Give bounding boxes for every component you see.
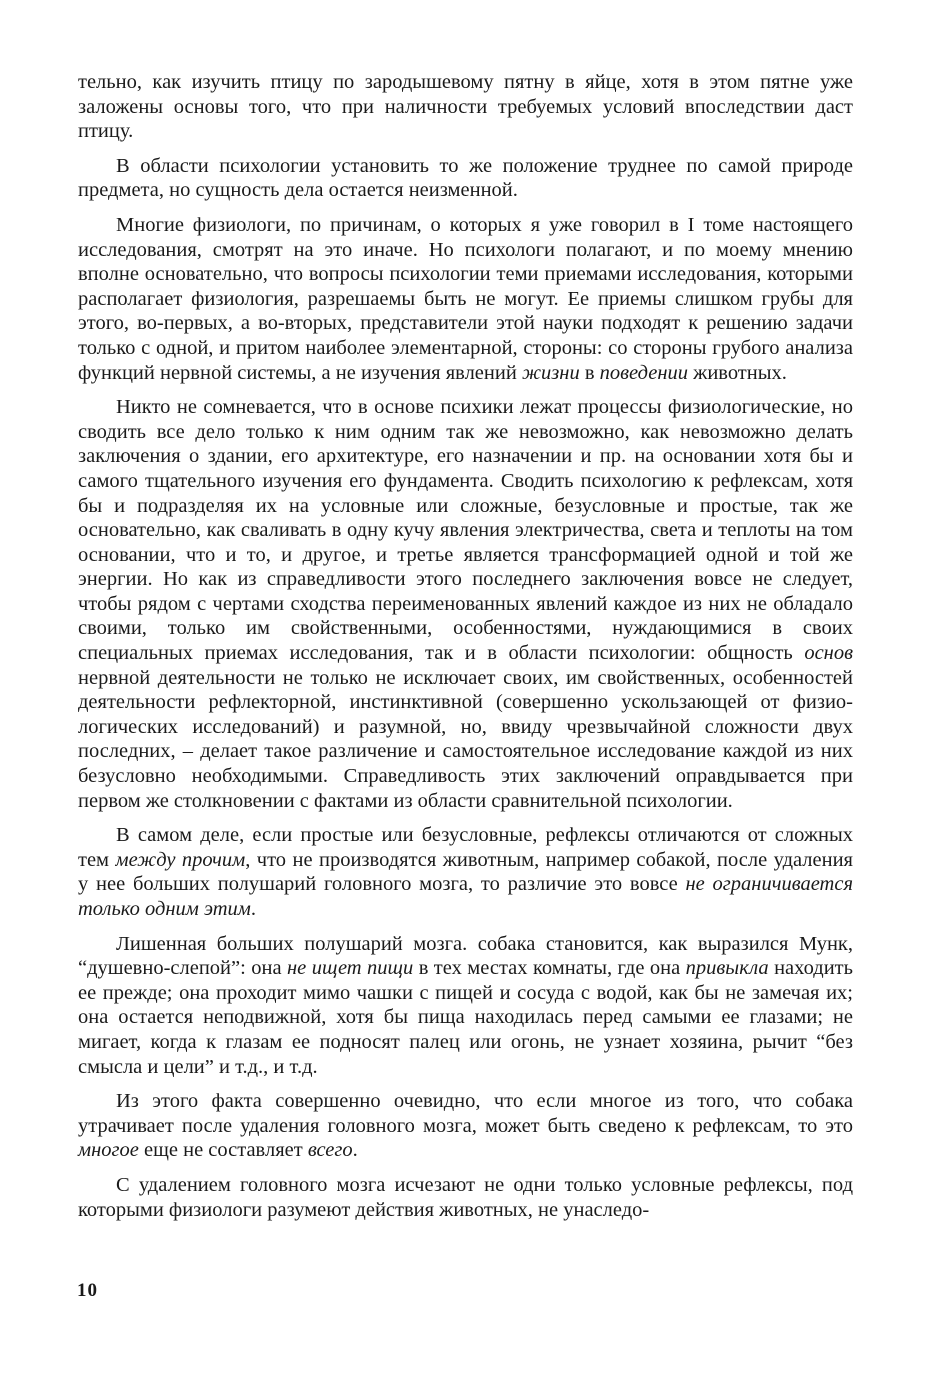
paragraph xyxy=(78,70,853,144)
italic-text: не ограничивается только одним этим xyxy=(78,873,853,920)
text-run: в xyxy=(579,361,600,384)
paragraph xyxy=(78,823,853,921)
italic-text: не ищет пищи xyxy=(287,957,414,980)
italic-text: жизни xyxy=(521,361,580,384)
text-run: в тех местах комнаты, где она xyxy=(413,957,686,980)
page-body xyxy=(78,70,853,1232)
text-run: В области психологии установить то же положение труднее по самой природе предмета, но сущность дела остается неизменной. xyxy=(78,154,853,202)
text-run: В самом деле, если простые или безусловные, рефлексы отличаются от сложных тем xyxy=(78,824,853,871)
italic-text: поведении xyxy=(599,361,689,384)
italic-text: основ xyxy=(804,642,853,665)
text-run: нервной деятельности не только не исключает своих, им свойственных, особенностей деятельности рефлекторной, инстинктивной (совершенно ускользающей от физиологических исследований) и разумной, но, ввиду чрезвычайной сложности двух последних, – делает такое различение и самостоятельное исследование каждой из них безусловно необходимыми. Справедливость этих заключений оправдывается при первом же столкновении с фактами из области сравнительной психологии. xyxy=(78,666,853,812)
text-run: Лишенная больших полушарий мозга. собака становится, как выразился Мунк, “душевно-слепой”: она xyxy=(78,932,853,980)
italic-text: всего xyxy=(307,1139,353,1162)
page-number: 10 xyxy=(77,1280,98,1301)
paragraph xyxy=(78,1089,853,1163)
paragraph xyxy=(78,154,853,203)
text-run: животных. xyxy=(688,361,787,384)
paragraph xyxy=(78,932,853,1080)
text-run: Никто не сомневается, что в основе психики лежат процессы физиологические, но сводить все дело только к ним одним так же невозможно, как невозможно делать заключения о здании, его архитектуре, его назначении и пр. на основании хотя бы и самого тщательного изучения его фундамента. Сводить психологию к рефлексам, хотя бы и подразделяя их на условные или сложные, безусловные и простые, так же основательно, как сваливать в одну кучу явления электричества, света и теплоты на том основании, что и то, и другое, и третье является трансформацией одной и той же энергии. Но как из справедливости этого последнего заключения вовсе не следует, чтобы рядом с чертами сходства переименованных явлений каждое из них не обладало своими, только им свойственными, особенностями, нуждающимися в своих специальных приемах исследования, так и в области психологии: общность xyxy=(78,396,853,665)
text-run: С удалением головного мозга исчезают не одни только условные рефлексы, под которыми физиологи разумеют действия животных, не унаследо- xyxy=(78,1173,853,1221)
text-run: находить ее прежде; она проходит мимо чашки с пищей и сосуда с водой, как бы не замечая их; она остается неподвижной, хотя бы пища находилась перед самыми ее глазами; не мигает, когда к глазам ее подносят палец или огонь, не узнает хозяина, рычит “без смысла и цели” и т.д., и т.д. xyxy=(78,957,853,1078)
italic-text: между прочим xyxy=(115,848,246,871)
paragraph xyxy=(78,1173,853,1222)
italic-text: привыкла xyxy=(685,957,769,980)
text-run: , что не производятся животным, например собакой, после удаления у нее больших полушарий головного мозга, то различие это вовсе xyxy=(78,848,853,896)
text-run: еще не составляет xyxy=(138,1139,308,1162)
paragraph xyxy=(78,213,853,385)
text-run: Из этого факта совершенно очевидно, что если многое из того, что собака утрачивает после удаления головного мозга, может быть сведено к рефлексам, то это xyxy=(78,1090,853,1137)
paragraph xyxy=(78,395,853,813)
italic-text: многое xyxy=(78,1139,139,1162)
text-run: . xyxy=(250,898,257,920)
text-run: Многие физиологи, по причинам, о которых я уже говорил в I томе настоящего исследования, смотрят на это иначе. Но психологи полагают, и по моему мнению вполне основательно, что вопросы психологии теми приемами исследования, которыми располагает физиология, разрешаемы быть не могут. Ее приемы слишком грубы для этого, во-первых, а во-вторых, представители этой науки подходят к решению задачи только с одной, и притом наиболее элементарной, стороны: со стороны грубого анализа функций нервной системы, а не изучения явлений xyxy=(78,213,853,384)
text-run: . xyxy=(352,1139,358,1162)
text-run: тельно, как изучить птицу по зародышевому пятну в яйце, хотя в этом пятне уже заложены основы того, что при наличности требуемых условий впоследствии даст птицу. xyxy=(78,71,853,143)
